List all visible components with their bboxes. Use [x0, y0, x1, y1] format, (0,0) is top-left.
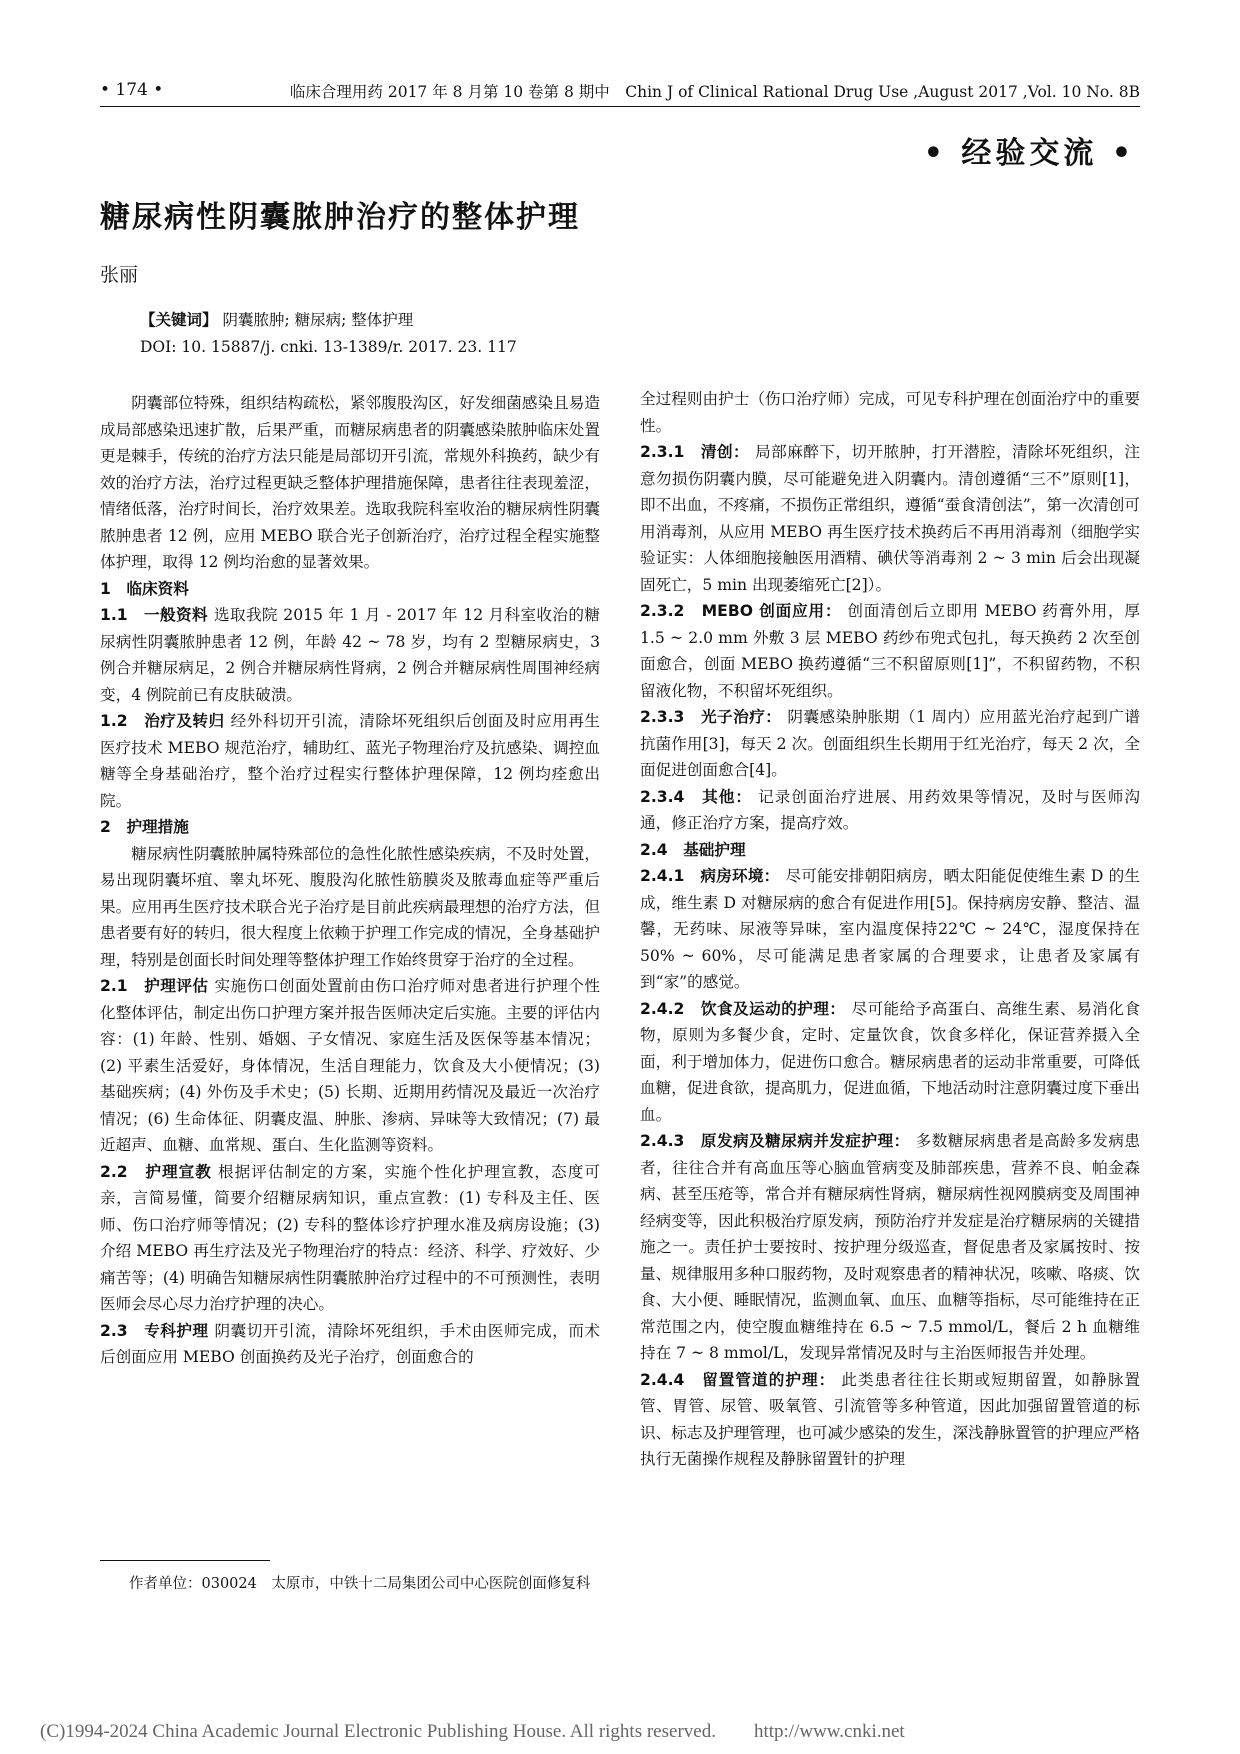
paragraph-continuation: 全过程则由护士（伤口治疗师）完成，可见专科护理在创面治疗中的重要性。 — [640, 390, 1140, 435]
paragraph-2-4-2 — [640, 996, 1140, 1129]
left-column — [100, 390, 600, 1700]
doi-line: DOI: 10. 15887/j. cnki. 13-1389/r. 2017. 23. 117 — [140, 338, 517, 356]
subheading-1-1: 1.1 一般资料 — [100, 606, 208, 624]
author-affiliation-footnote: 作者单位：030024 太原市，中铁十二局集团公司中心医院创面修复科 — [129, 1576, 591, 1592]
text-1-2: 经外科切开引流，清除坏死组织后创面及时应用再生医疗技术 MEBO 规范治疗，辅助红、蓝光子物理治疗及抗感染、调控血糖等全身基础治疗，整个治疗过程实行整体护理保障，12 例均痊愈出院。 — [100, 712, 600, 810]
paragraph-2-2 — [100, 1159, 600, 1318]
running-header-journal: 临床合理用药 2017 年 8 月第 10 卷第 8 期中 Chin J of Clinical Rational Drug Use ,August 2017 ,Vol. 10 No. 8B — [289, 83, 1140, 101]
subheading-2-4-1: 2.4.1 病房环境： — [640, 867, 780, 885]
text-2-3-4: 记录创面治疗进展、用药效果等情况，及时与医师沟通，修正治疗方案，提高疗效。 — [640, 787, 1140, 832]
paragraph-2-1 — [100, 973, 600, 1159]
text-1-1: 选取我院 2015 年 1 月 - 2017 年 12 月科室收治的糖尿病性阴囊脓肿患者 12 例，年龄 42 ~ 78 岁，均有 2 型糖尿病史，3 例合并糖尿病足，2 例合并糖尿病性肾病，2 例合并糖尿病性周围神经病变，4 例院前已有皮肤破溃。 — [100, 606, 600, 704]
intro-paragraph: 阴囊部位特殊，组织结构疏松，紧邻腹股沟区，好发细菌感染且易造成局部感染迅速扩散，后果严重，而糖尿病患者的阴囊感染脓肿临床处置更是棘手，传统的治疗方法只能是局部切开引流，常规外科换药，缺少有效的治疗方法，治疗过程更缺乏整体护理措施保障，患者往往表现羞涩，情绪低落，治疗时间长，治疗效果差。选取我院科室收治的糖尿病性阴囊脓肿患者 12 例，应用 MEBO 联合光子创新治疗，治疗过程全程实施整体护理，取得 12 例均治愈的显著效果。 — [100, 394, 600, 571]
subheading-2-3-1: 2.3.1 清创： — [640, 443, 750, 461]
subheading-2-1: 2.1 护理评估 — [100, 977, 209, 995]
paragraph-2-3-4 — [640, 784, 1140, 837]
heading-nursing-measures: 2 护理措施 — [100, 818, 189, 836]
keywords-line — [140, 308, 413, 330]
heading-basic-nursing: 2.4 基础护理 — [640, 840, 746, 859]
text-2-1: 实施伤口创面处置前由伤口治疗师对患者进行护理个性化整体评估，制定出伤口护理方案并报告医师决定后实施。主要的评估内容：(1) 年龄、性别、婚姻、子女情况、家庭生活及医保等基本情况；(2) 平素生活爱好，身体情况，生活自理能力，饮食及大小便情况；(3) 基础疾病；(4) 外伤及手术史；(5) 长期、近期用药情况及最近一次治疗情况；(6) 生命体征、阴囊皮温、肿胀、渗病、异味等大致情况；(7) 最近超声、血糖、血常规、蛋白、生化监测等资料。 — [100, 977, 600, 1154]
subheading-1-2: 1.2 治疗及转归 — [100, 712, 225, 730]
text-2-4-2: 尽可能给予高蛋白、高维生素、易消化食物，原则为多餐少食，定时、定量饮食，饮食多样化，保证营养摄入全面，利于增加体力，促进伤口愈合。糖尿病患者的运动非常重要，可降低血糖，促进食欲，提高肌力，促进血循，下地活动时注意阴囊过度下垂出血。 — [640, 999, 1140, 1124]
paragraph-2-3-3 — [640, 704, 1140, 784]
article-title: 糖尿病性阴囊脓肿治疗的整体护理 — [100, 200, 580, 235]
paragraph-2-4-1 — [640, 863, 1140, 996]
text-2-3-3: 阴囊感染肿胀期（1 周内）应用蓝光治疗起到广谱抗菌作用[3]，每天 2 次。创面组织生长期用于红光治疗，每天 2 次，全面促进创面愈合[4]。 — [640, 708, 1140, 779]
text-2-2: 根据评估制定的方案，实施个性化护理宣教，态度可亲，言简易懂，简要介绍糖尿病知识，重点宣教：(1) 专科及主任、医师、伤口治疗师等情况；(2) 专科的整体诊疗护理水准及病房设施；(3) 介绍 MEBO 再生疗法及光子物理治疗的特点：经济、科学、疗效好、少痛苦等；(4) 明确告知糖尿病性阴囊脓肿治疗过程中的不可预测性，表明医师会尽心尽力治疗护理的决心。 — [100, 1162, 600, 1313]
paragraph-1-2 — [100, 708, 600, 814]
subheading-2-3-2: 2.3.2 MEBO 创面应用： — [640, 602, 842, 620]
section-heading: • 经验交流 • — [923, 136, 1135, 171]
paragraph-2: 糖尿病性阴囊脓肿属特殊部位的急性化脓性感染疾病，不及时处置，易出现阴囊坏疽、睾丸坏死、腹股沟化脓性筋膜炎及脓毒血症等严重后果。应用再生医疗技术联合光子治疗是目前此疾病最理想的治疗方法，但患者要有好的转归，很大程度上依赖于护理工作完成的情况，全身基础护理，特别是创面长时间处理等整体护理工作始终贯穿于治疗的全过程。 — [100, 844, 600, 969]
text-2-3-2: 创面清创后立即用 MEBO 药膏外用，厚 1.5 ~ 2.0 mm 外敷 3 层 MEBO 药纱布兜式包扎，每天换药 2 次至创面愈合，创面 MEBO 换药遵循“三不积留原则[1]”，不积留药物，不积留液化物，不积留坏死组织。 — [640, 602, 1140, 700]
text-2-3-1: 局部麻醉下，切开脓肿，打开潜腔，清除坏死组织，注意勿损伤阴囊内膜，尽可能避免进入阴囊内。清创遵循“三不”原则[1]，即不出血，不疼痛，不损伤正常组织，遵循“蚕食清创法”，第一次清创可用消毒剂，从应用 MEBO 再生医疗技术换药后不再用消毒剂（细胞学实验证实：人体细胞接触医用酒精、碘伏等消毒剂 2 ~ 3 min 后会出现凝固死亡，5 min 出现萎缩死亡[2]）。 — [640, 443, 1140, 594]
text-2-4-3: 多数糖尿病患者是高龄多发病患者，往往合并有高血压等心脑血管病变及肺部疾患，营养不良、帕金森病、甚至压疮等，常合并有糖尿病性肾病，糖尿病性视网膜病变及周围神经病变等，因此积极治疗原发病，预防治疗并发症是治疗糖尿病的关键措施之一。责任护士要按时、按护理分级巡查，督促患者及家属按时、按量、规律服用多种口服药物，及时观察患者的精神状况，咳嗽、咯痰、饮食、大小便、睡眠情况，监测血氧、血压、血糖等指标，尽可能维持在正常范围之内，使空腹血糖维持在 6.5 ~ 7.5 mmol/L，餐后 2 h 血糖维持在 7 ~ 8 mmol/L，发现异常情况及时与主治医师报告并处理。 — [640, 1132, 1140, 1362]
paragraph-2-3-1 — [640, 439, 1140, 598]
page-number: • 174 • — [100, 80, 164, 100]
article-author: 张丽 — [100, 264, 139, 286]
subheading-2-4-2: 2.4.2 饮食及运动的护理： — [640, 999, 846, 1018]
text-2-3: 阴囊切开引流，清除坏死组织，手术由医师完成，而术后创面应用 MEBO 创面换药及光子治疗，创面愈合的 — [100, 1321, 600, 1366]
subheading-2-4-4: 2.4.4 留置管道的护理： — [640, 1370, 836, 1389]
paragraph-2-4-4 — [640, 1367, 1140, 1473]
text-2-4-1: 尽可能安排朝阳病房，晒太阳能促使维生素 D 的生成，维生素 D 对糖尿病的愈合有促进作用[5]。保持病房安静、整洁、温馨，无药味、尿液等异味，室内温度保持22℃ ~ 24℃，湿度保持在 50% ~ 60%，尽可能满足患者家属的合理要求，让患者及家属有到“家”的感觉。 — [640, 867, 1140, 991]
subheading-2-2: 2.2 护理宣教 — [100, 1162, 212, 1181]
subheading-2-3: 2.3 专科护理 — [100, 1321, 209, 1340]
paragraph-1-1 — [100, 602, 600, 708]
subheading-2-4-3: 2.4.3 原发病及糖尿病并发症护理： — [640, 1132, 910, 1150]
header-rule — [100, 106, 1140, 107]
keywords-label: 【关键词】 — [140, 311, 218, 329]
text-2-4-4: 此类患者往往长期或短期留置，如静脉置管、胃管、尿管、吸氧管、引流管等多种管道，因此加强留置管道的标识、标志及护理管理，也可减少感染的发生，深浅静脉置管的护理应严格执行无菌操作规程及静脉留置针的护理 — [640, 1370, 1140, 1468]
copyright-notice: (C)1994-2024 China Academic Journal Electronic Publishing House. All rights reserved. http://www.cnki.net — [40, 1721, 905, 1742]
paragraph-2-4-3 — [640, 1128, 1140, 1367]
subheading-2-3-3: 2.3.3 光子治疗： — [640, 708, 782, 726]
paragraph-2-3 — [100, 1318, 600, 1371]
right-column — [640, 386, 1140, 1706]
paragraph-2-3-2 — [640, 598, 1140, 704]
footnote-rule — [100, 1560, 270, 1561]
keywords-text: 阴囊脓肿; 糖尿病; 整体护理 — [222, 311, 414, 329]
subheading-2-3-4: 2.3.4 其他： — [640, 787, 753, 806]
heading-clinical-data: 1 临床资料 — [100, 579, 189, 598]
